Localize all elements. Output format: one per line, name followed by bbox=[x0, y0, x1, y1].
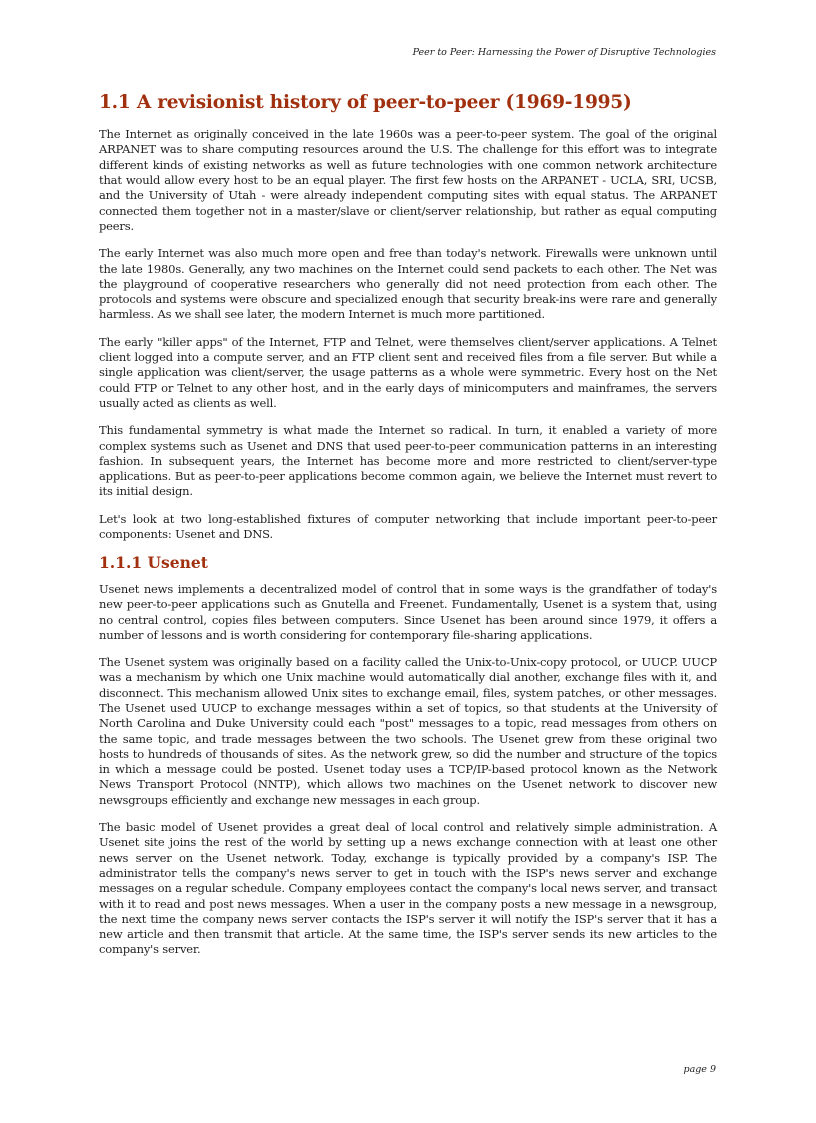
body-paragraph: Usenet news implements a decentralized model of control that in some ways is the grandfather of today's new peer-to-peer applications such as Gnutella and Freenet. Fundamentally, Usenet is a system that, using no central control, copies files between computers. Since Usenet has been around since 1979, it offers a number of lessons and is worth considering for contemporary file-sharing applications. bbox=[99, 581, 717, 642]
running-header: Peer to Peer: Harnessing the Power of Disruptive Technologies bbox=[412, 47, 716, 58]
page-content bbox=[99, 92, 717, 970]
body-paragraph: This fundamental symmetry is what made the Internet so radical. In turn, it enabled a variety of more complex systems such as Usenet and DNS that used peer-to-peer communication patterns in an interesting fashion. In subsequent years, the Internet has become more and more restricted to client/server-type applications. But as peer-to-peer applications become common again, we believe the Internet must revert to its initial design. bbox=[99, 423, 717, 499]
body-paragraph: Let's look at two long-established fixtures of computer networking that include important peer-to-peer components: Usenet and DNS. bbox=[99, 511, 717, 542]
body-paragraph: The Usenet system was originally based on a facility called the Unix-to-Unix-copy protocol, or UUCP. UUCP was a mechanism by which one Unix machine would automatically dial another, exchange files with it, and disconnect. This mechanism allowed Unix sites to exchange email, files, system patches, or other messages. The Usenet used UUCP to exchange messages within a set of topics, so that students at the University of North Carolina and Duke University could each "post" messages to a topic, read messages from others on the same topic, and trade messages between the two schools. The Usenet grew from these original two hosts to hundreds of thousands of sites. As the network grew, so did the number and structure of the topics in which a message could be posted. Usenet today uses a TCP/IP-based protocol known as the Network News Transport Protocol (NNTP), which allows two machines on the Usenet network to discover new newsgroups efficiently and exchange new messages in each group. bbox=[99, 655, 717, 807]
page-number: page 9 bbox=[683, 1064, 716, 1075]
subsection-title: 1.1.1 Usenet bbox=[99, 553, 208, 573]
body-paragraph: The early Internet was also much more open and free than today's network. Firewalls were unknown until the late 1980s. Generally, any two machines on the Internet could send packets to each other. The Net was the playground of cooperative researchers who generally did not need protection from each other. The protocols and systems were obscure and specialized enough that security break-ins were rare and generally harmless. As we shall see later, the modern Internet is much more partitioned. bbox=[99, 246, 717, 322]
body-paragraph: The Internet as originally conceived in the late 1960s was a peer-to-peer system. The goal of the original ARPANET was to share computing resources around the U.S. The challenge for this effort was to integrate different kinds of existing networks as well as future technologies with one common network architecture that would allow every host to be an equal player. The first few hosts on the ARPANET - UCLA, SRI, UCSB, and the University of Utah - were already independent computing sites with equal status. The ARPANET connected them together not in a master/slave or client/server relationship, but rather as equal computing peers. bbox=[99, 127, 717, 233]
body-paragraph: The early "killer apps" of the Internet, FTP and Telnet, were themselves client/server applications. A Telnet client logged into a compute server, and an FTP client sent and received files from a file server. But while a single application was client/server, the usage patterns as a whole were symmetric. Every host on the Net could FTP or Telnet to any other host, and in the early days of minicomputers and mainframes, the servers usually acted as clients as well. bbox=[99, 334, 717, 410]
body-paragraph: The basic model of Usenet provides a great deal of local control and relatively simple administration. A Usenet site joins the rest of the world by setting up a news exchange connection with at least one other news server on the Usenet network. Today, exchange is typically provided by a company's ISP. The administrator tells the company's news server to get in touch with the ISP's news server and exchange messages on a regular schedule. Company employees contact the company's local news server, and transact with it to read and post news messages. When a user in the company posts a new message in a newsgroup, the next time the company news server contacts the ISP's server it will notify the ISP's server that it has a new article and then transmit that article. At the same time, the ISP's server sends its new articles to the company's server. bbox=[99, 820, 717, 957]
section-title: 1.1 A revisionist history of peer-to-peer (1969-1995) bbox=[99, 92, 632, 113]
